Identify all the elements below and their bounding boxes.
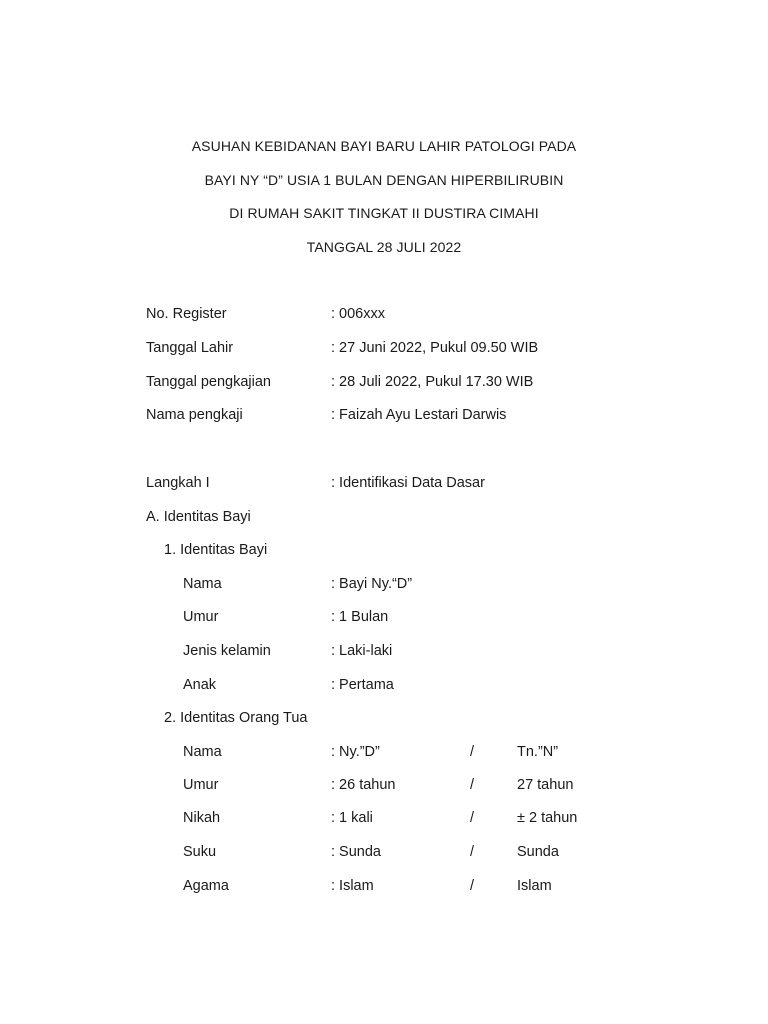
baby-name-value: : Bayi Ny.“D” <box>331 576 413 592</box>
step-value: : Identifikasi Data Dasar <box>331 475 485 491</box>
father-religion-value: Islam <box>517 878 552 894</box>
section-a-heading: A. Identitas Bayi <box>146 509 251 525</box>
father-marriage-value: ± 2 tahun <box>517 810 578 826</box>
assessor-label: Nama pengkaji <box>146 407 243 423</box>
separator: / <box>470 878 475 894</box>
separator: / <box>470 777 475 793</box>
title-line-1: ASUHAN KEBIDANAN BAYI BARU LAHIR PATOLOGI PADA <box>191 138 577 154</box>
baby-age-value: : 1 Bulan <box>331 609 389 625</box>
father-ethnicity-value: Sunda <box>517 844 559 860</box>
parent-age-label: Umur <box>183 777 219 793</box>
separator: / <box>470 810 475 826</box>
parent-religion-label: Agama <box>183 878 229 894</box>
title-line-4: TANGGAL 28 JULI 2022 <box>306 239 462 255</box>
assessment-date-value: : 28 Juli 2022, Pukul 17.30 WIB <box>331 374 534 390</box>
assessment-date-label: Tanggal pengkajian <box>146 374 271 390</box>
mother-age-value: : 26 tahun <box>331 777 396 793</box>
mother-ethnicity-value: : Sunda <box>331 844 381 860</box>
baby-sex-value: : Laki-laki <box>331 643 393 659</box>
parent-identity-heading: 2. Identitas Orang Tua <box>164 710 308 726</box>
title-line-3: DI RUMAH SAKIT TINGKAT II DUSTIRA CIMAHI <box>229 205 539 221</box>
father-name-value: Tn.”N” <box>517 744 559 760</box>
title-line-2: BAYI NY “D” USIA 1 BULAN DENGAN HIPERBILIRUBIN <box>204 172 564 188</box>
register-value: : 006xxx <box>331 306 385 322</box>
baby-name-label: Nama <box>183 576 222 592</box>
mother-name-value: : Ny.”D” <box>331 744 380 760</box>
parent-marriage-label: Nikah <box>183 810 221 826</box>
baby-order-label: Anak <box>183 677 217 693</box>
parent-ethnicity-label: Suku <box>183 844 217 860</box>
register-label: No. Register <box>146 306 227 322</box>
baby-identity-heading: 1. Identitas Bayi <box>164 542 268 558</box>
step-label: Langkah I <box>146 475 210 491</box>
separator: / <box>470 844 475 860</box>
baby-sex-label: Jenis kelamin <box>183 643 271 659</box>
separator: / <box>470 744 475 760</box>
baby-order-value: : Pertama <box>331 677 394 693</box>
assessor-value: : Faizah Ayu Lestari Darwis <box>331 407 507 423</box>
parent-name-label: Nama <box>183 744 222 760</box>
mother-religion-value: : Islam <box>331 878 374 894</box>
birth-date-value: : 27 Juni 2022, Pukul 09.50 WIB <box>331 340 539 356</box>
baby-age-label: Umur <box>183 609 219 625</box>
father-age-value: 27 tahun <box>517 777 574 793</box>
mother-marriage-value: : 1 kali <box>331 810 373 826</box>
birth-date-label: Tanggal Lahir <box>146 340 234 356</box>
